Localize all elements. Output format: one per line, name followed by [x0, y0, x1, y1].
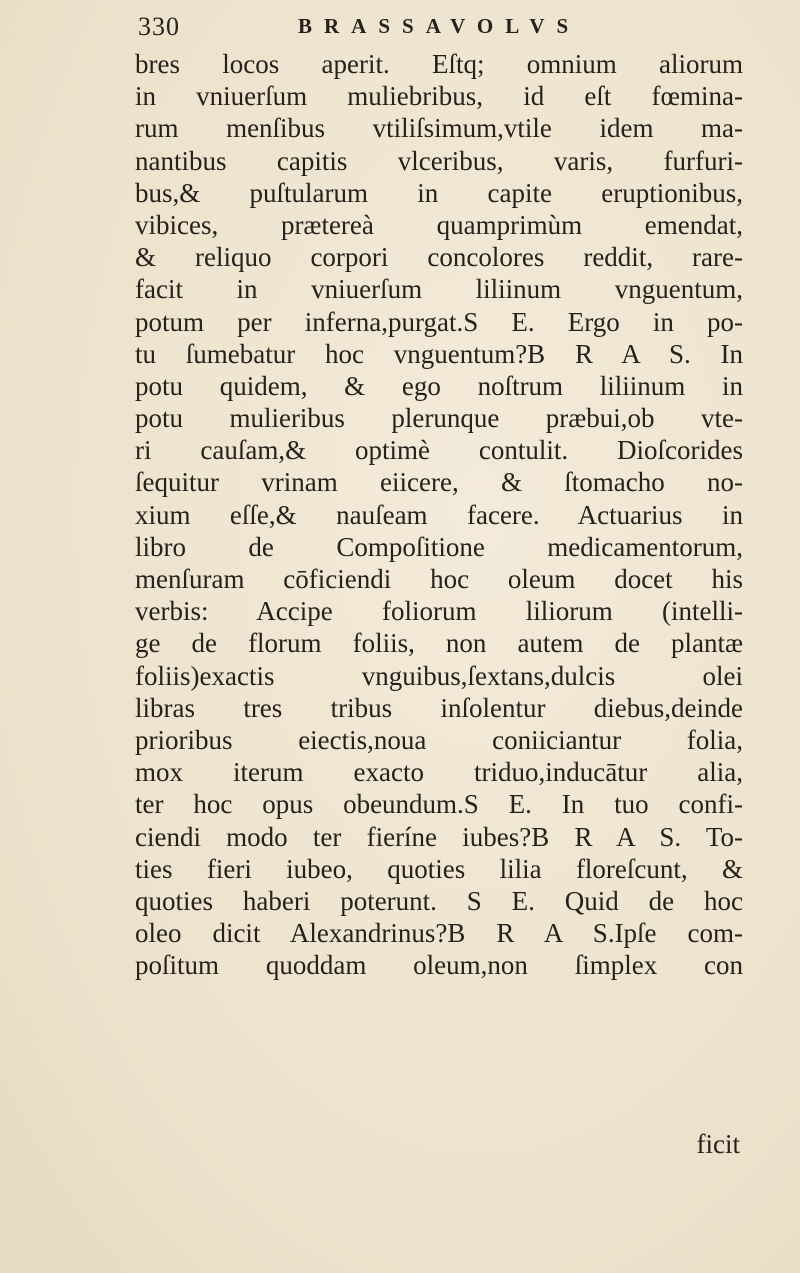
catchword: ficit [696, 1129, 740, 1159]
text-line: potum per inferna,purgat.S E. Ergo in po- [135, 306, 743, 337]
text-line: prioribus eiectis,noua coniiciantur folia, [135, 724, 743, 755]
running-head: BRASSAVOLVS [298, 14, 581, 38]
text-line: nantibus capitis vlceribus, varis, furfuri- [135, 145, 743, 176]
text-line: mox iterum exacto triduo,inducātur alia, [135, 757, 743, 788]
text-line: libro de Compoſitione medicamentorum, [135, 531, 743, 562]
text-line: facit in vniuerſum liliinum vnguentum, [135, 274, 743, 305]
body-text [135, 48, 743, 981]
text-line: ter hoc opus obeundum.S E. In tuo confi- [135, 789, 743, 820]
text-line: foliis)exactis vnguibus,ſextans,dulcis olei [135, 660, 743, 691]
text-line: & reliquo corpori concolores reddit, rare- [135, 242, 743, 273]
text-line: tu ſumebatur hoc vnguentum?B R A S. In [135, 338, 743, 369]
text-line: rum menſibus vtiliſsimum,vtile idem ma- [135, 113, 743, 144]
text-line: vibices, prætereà quamprimùm emendat, [135, 209, 743, 240]
text-line: menſuram cōficiendi hoc oleum docet his [135, 564, 743, 594]
text-line: bres locos aperit. Eſtq; omnium aliorum [135, 49, 743, 79]
text-line: ge de florum foliis, non autem de plantæ [135, 628, 743, 659]
page-header [138, 6, 778, 46]
text-line: potu mulieribus plerunque præbui,ob vte- [135, 403, 743, 434]
text-line: xium eſſe,& nauſeam facere. Actuarius in [135, 499, 743, 530]
text-line: bus,& puſtularum in capite eruptionibus, [135, 177, 743, 208]
catchword-container [697, 1128, 740, 1160]
text-line: ties fieri iubeo, quoties lilia floreſcunt, & [135, 853, 743, 884]
text-line: quoties haberi poterunt. S E. Quid de hoc [135, 885, 743, 916]
text-line: oleo dicit Alexandrinus?B R A S.Ipſe com- [135, 918, 743, 949]
text-line: poſitum quoddam oleum,non ſimplex con [135, 950, 743, 981]
text-line: in vniuerſum muliebribus, id eſt fœmina- [135, 81, 743, 112]
text-line: libras tres tribus inſolentur diebus,deinde [135, 692, 743, 723]
text-line: ri cauſam,& optimè contulit. Dioſcorides [135, 435, 743, 466]
page-number: 330 [138, 12, 180, 41]
text-line: verbis: Accipe foliorum liliorum (intelli- [135, 596, 743, 627]
text-line: ſequitur vrinam eiicere, & ſtomacho no- [135, 467, 743, 498]
text-line: potu quidem, & ego noſtrum liliinum in [135, 370, 743, 401]
text-line: ciendi modo ter fieríne iubes?B R A S. To- [135, 821, 743, 852]
